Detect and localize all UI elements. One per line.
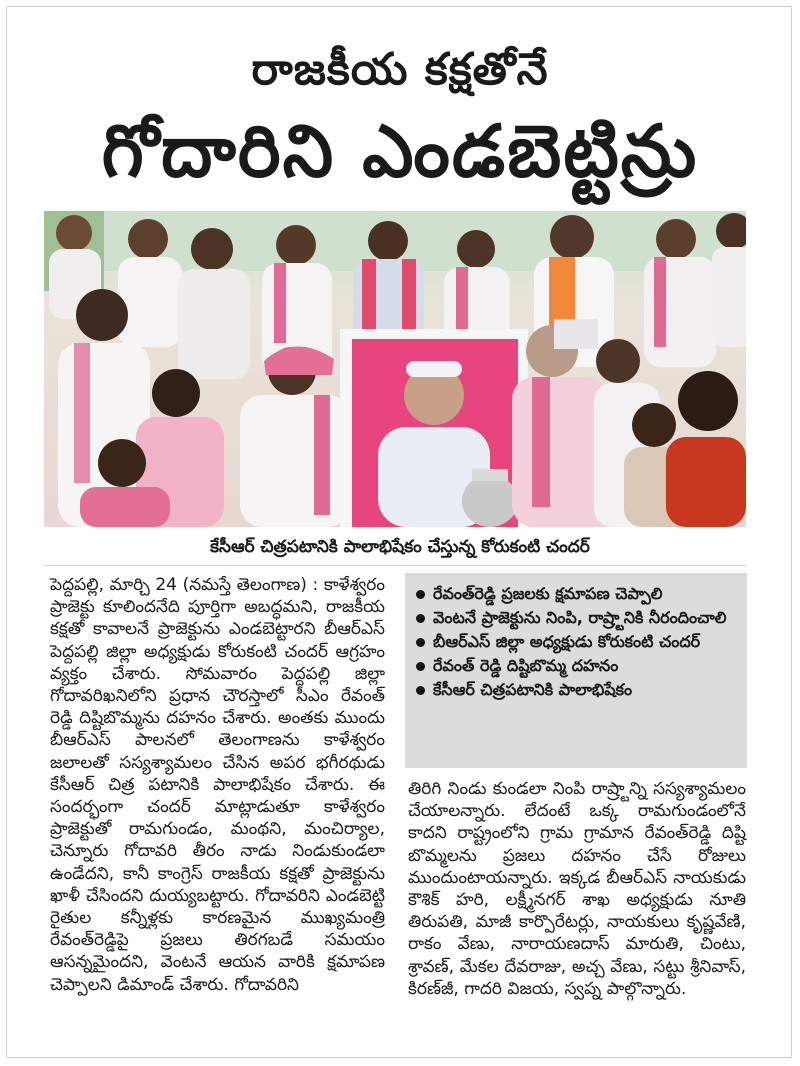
photo-illustration	[44, 211, 746, 527]
highlight-text: రేవంత్ రెడ్డి దిష్టిబొమ్మ దహనం	[433, 656, 619, 675]
highlight-text: రేవంత్‌రెడ్డి ప్రజలకు క్షమాపణ చెప్పాలి	[433, 584, 663, 603]
bullet-icon	[416, 590, 425, 599]
article-body-left-column	[50, 574, 385, 996]
article-headline: గోదారిని ఎండబెట్టిన్రు	[101, 109, 699, 193]
highlights-box	[405, 573, 747, 768]
highlight-item	[415, 606, 739, 629]
highlight-item	[415, 678, 739, 701]
highlights-list	[415, 582, 739, 701]
highlight-text: వెంటనే ప్రాజెక్టును నింపి, రాష్ర్టానికి నీరందించాలి	[433, 608, 727, 627]
article-kicker: రాజకీయ కక్షతోనే	[251, 44, 549, 95]
highlight-text: కేసీఆర్ చిత్రపటానికి పాలాభిషేకం	[433, 680, 633, 699]
photo-caption: కేసీఆర్ చిత్రపటానికి పాలాభిషేకం చేస్తున్న కోరుకంటి చందర్	[210, 537, 590, 557]
news-photo	[44, 211, 746, 527]
article-body-right: తిరిగి నిండు కుండలా నింపి రాష్ర్టాన్ని సస్యశ్యామలం చేయాలన్నారు. లేదంటే ఒక్క రామగుండంలోనే కాదని రాష్ట్రంలోని గ్రామ గ్రామాన రేవంత్‌రెడ్డి దిష్టి బొమ్మలను ప్రజలు దహనం చేసే రోజులు ముందుంటాయన్నారు. ఇక్కడ బీఆర్ఎస్ నాయకుడు కౌశిక్ హరి, లక్ష్మీనగర్ శాఖ అధ్యక్షుడు నూతి తిరుపతి, మాజీ కార్పొరేటర్లు, నాయకులు కృష్ణవేణి, రాకం వేణు, నారాయణదాస్ మారుతి, చింటు, శ్రావణ్, మేకల దేవరాజు, అచ్చ వేణు, సట్టు శ్రీనివాస్, కిరణ్‌జీ, గాదరి విజయ, స్వప్న పాల్గొన్నారు.	[408, 779, 746, 999]
article-body-right-column	[408, 778, 746, 1000]
article-body-left: పెద్దపల్లి, మార్చి 24 (నమస్తే తెలంగాణ) : కాళేశ్వరం ప్రాజెక్టు కూలిందనేది పూర్తిగా అబద్ధమని, రాజకీయ కక్షతో కావాలనే ప్రాజెక్టును ఎండబెట్టారని బీఆర్ఎస్ పెద్దపల్లి జిల్లా అధ్యక్షుడు కోరుకంటి చందర్ ఆగ్రహం వ్యక్తం చేశారు. సోమవారం పెద్దపల్లి జిల్లా గోదావరిఖనిలోని ప్రధాన చౌరస్తాలో సీఎం రేవంత్ రెడ్డి దిష్టిబొమ్మను దహనం చేశారు. అంతకు ముందు బీఆర్ఎస్ పాలనలో తెలంగాణను కాళేశ్వరం జలాలతో సస్యశ్యామలం చేసిన అపర భగీరథుడు కేసీఆర్ చిత్ర పటానికి పాలాభిషేకం చేశారు. ఈ సందర్భంగా చందర్ మాట్లాడుతూ కాళేశ్వరం ప్రాజెక్టుతో రామగుండం, మంథని, మంచిర్యాల, చెన్నూరు గోదావరి తీరం నాడు నిండుకుండలా ఉండేదని, కానీ కాంగ్రెస్ రాజకీయ కక్షతో ప్రాజెక్టును ఖాళీ చేసిందని దుయ్యబట్టారు. గోదావరిని ఎండబెట్టి రైతుల కన్నీళ్లకు కారణమైన ముఖ్యమంత్రి రేవంత్‌రెడ్డిపై ప్రజలు తిరగబడే సమయం ఆసన్నమైందని, వెంటనే ఆయన వారికి క్షమాపణ చెప్పాలని డిమాండ్ చేశారు. గోదావరిని	[50, 575, 385, 995]
highlight-item	[415, 654, 739, 677]
bullet-icon	[416, 686, 425, 695]
highlight-item	[415, 630, 739, 653]
bullet-icon	[416, 662, 425, 671]
highlight-item	[415, 582, 739, 605]
caption-divider	[44, 565, 746, 566]
bullet-icon	[416, 638, 425, 647]
bullet-icon	[416, 614, 425, 623]
highlight-text: బీఆర్ఎస్ జిల్లా అధ్యక్షుడు కోరుకంటి చందర్	[433, 632, 701, 651]
